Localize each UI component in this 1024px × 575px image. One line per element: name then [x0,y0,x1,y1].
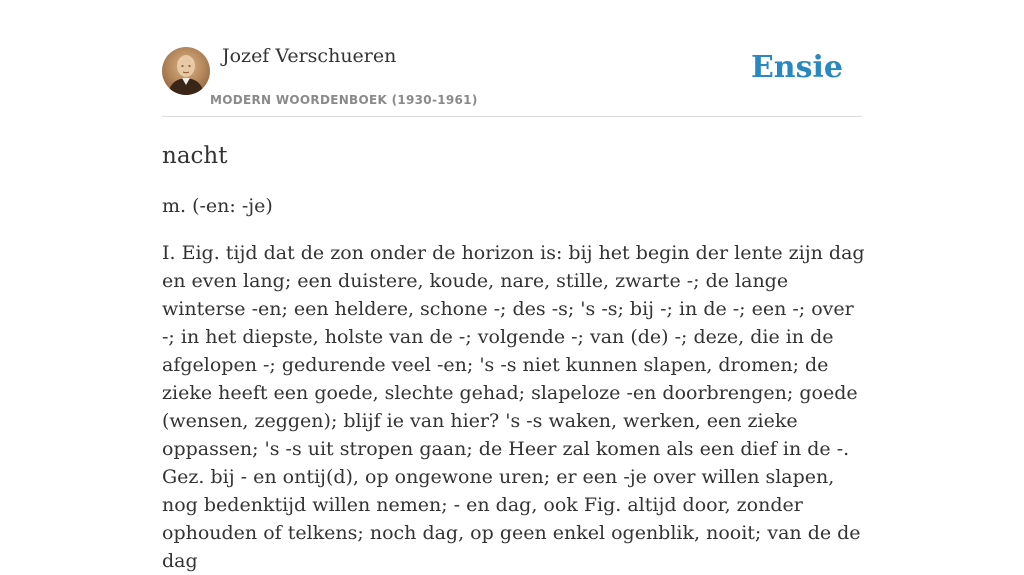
entry-grammar: m. (-en: -je) [162,195,273,217]
ensie-logo[interactable]: Ensie [750,50,843,85]
portrait-icon [162,47,210,95]
header [162,0,862,117]
author-name[interactable]: Jozef Verschueren [222,45,397,67]
entry-definition: I. Eig. tijd dat de zon onder de horizon is: bij het begin der lente zijn dag en even lang; een duistere, koude, nare, stille, zwarte -; de lange winterse -en; een heldere, schone -; des -s; 's -s; bij -; in de -; een -; over -; in het diepste, holste van de -; volgende -; van (de) -; deze, die in de afgelopen -; gedurende veel -en; 's -s niet kunnen slapen, dromen; de zieke heeft een goede, slechte gehad; slapeloze -en doorbrengen; goede (wensen, zeggen); blijf ie van hier? 's -s waken, werken, een zieke oppassen; 's -s uit stropen gaan; de Heer zal komen als een dief in de -. Gez. bij - en ontij(d), op ongewone uren; er een -je over willen slapen, nog bedenktijd willen nemen; - en dag, ook Fig. altijd door, zonder ophouden of telkens; noch dag, op geen enkel ogenblik, nooit; van de de dag [162,242,865,572]
page [162,0,865,575]
author-avatar[interactable] [162,47,210,95]
entry-headword: nacht [162,143,228,169]
source-title[interactable]: MODERN WOORDENBOEK (1930-1961) [210,93,478,107]
